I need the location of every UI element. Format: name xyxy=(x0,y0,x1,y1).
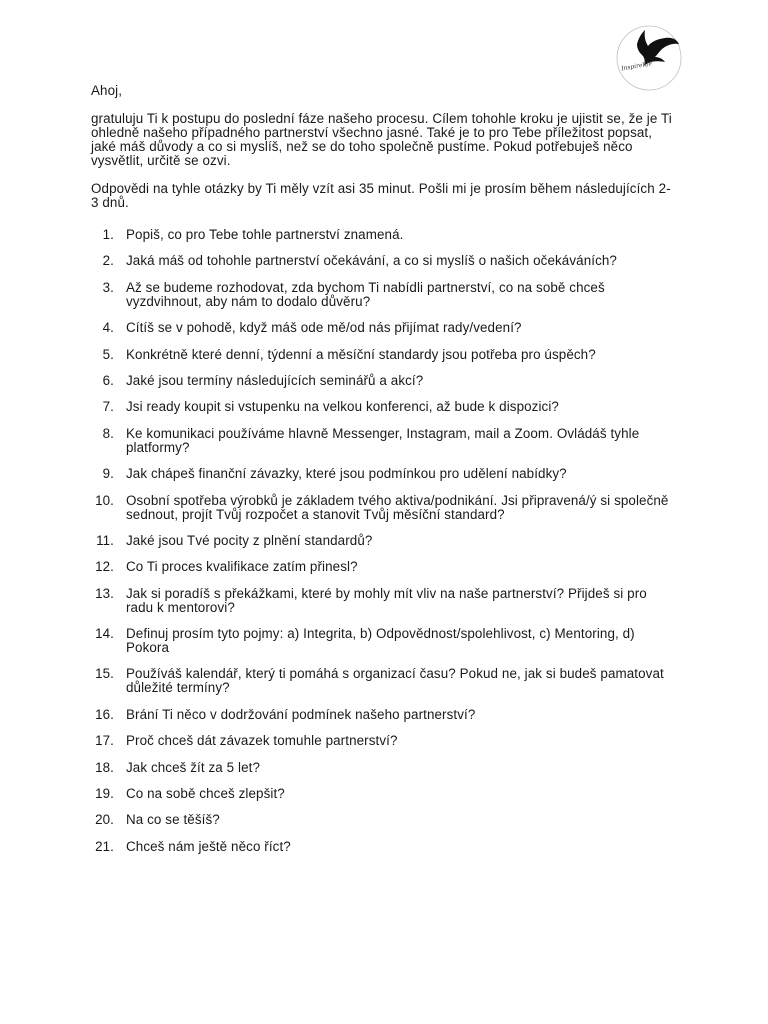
question-item xyxy=(91,467,676,481)
question-number: 16. xyxy=(95,706,114,722)
question-item xyxy=(91,374,676,388)
question-item xyxy=(91,761,676,775)
question-number: 10. xyxy=(95,492,114,508)
question-number: 4. xyxy=(102,320,114,336)
question-number: 7. xyxy=(102,399,114,415)
question-number: 20. xyxy=(95,812,114,828)
logo-text: Inspirelife xyxy=(620,60,653,73)
question-item xyxy=(91,281,676,309)
question-number: 11. xyxy=(96,532,114,548)
question-item xyxy=(91,587,676,615)
greeting: Ahoj, xyxy=(91,83,123,98)
question-item xyxy=(91,400,676,414)
question-text: Cítíš se v pohodě, když máš ode mě/od nás přijímat rady/vedení? xyxy=(126,320,522,336)
question-number: 6. xyxy=(102,372,114,388)
question-number: 9. xyxy=(102,466,114,482)
question-text: Co na sobě chceš zlepšit? xyxy=(126,786,285,802)
question-number: 12. xyxy=(95,559,114,575)
time-note-paragraph: Odpovědi na tyhle otázky by Ti měly vzít asi 35 minut. Pošli mi je prosím během následujících 2-3 dnů. xyxy=(91,181,671,210)
question-number: 15. xyxy=(95,666,114,682)
question-item xyxy=(91,787,676,801)
question-text: Až se budeme rozhodovat, zda bychom Ti nabídli partnerství, co na sobě chceš vyzdvihnout, aby nám to dodalo důvěru? xyxy=(126,279,605,309)
question-item xyxy=(91,534,676,548)
eagle-logo xyxy=(615,24,683,92)
question-number: 14. xyxy=(95,626,114,642)
question-item xyxy=(91,734,676,748)
question-text: Brání Ti něco v dodržování podmínek našeho partnerství? xyxy=(126,706,476,722)
question-text: Jsi ready koupit si vstupenku na velkou konferenci, až bude k dispozici? xyxy=(126,399,559,415)
question-number: 3. xyxy=(102,279,114,295)
question-item xyxy=(91,667,676,695)
question-text: Jaká máš od tohohle partnerství očekávání, a co si myslíš o našich očekáváních? xyxy=(126,253,617,269)
question-number: 1. xyxy=(102,227,114,242)
question-text: Osobní spotřeba výrobků je základem tvého aktiva/podnikání. Jsi připravená/ý si společně sednout, projít Tvůj rozpočet a stanovit Tvůj měsíční standard? xyxy=(126,492,669,522)
question-item xyxy=(91,627,676,655)
question-text: Jak si poradíš s překážkami, které by mohly mít vliv na naše partnerství? Přijdeš si pro radu k mentorovi? xyxy=(126,585,647,615)
question-item xyxy=(91,321,676,335)
question-number: 13. xyxy=(95,585,114,601)
question-text: Jaké jsou termíny následujících seminářů a akcí? xyxy=(126,372,424,388)
question-text: Jaké jsou Tvé pocity z plnění standardů? xyxy=(126,532,373,548)
question-text: Proč chceš dát závazek tomuhle partnerství? xyxy=(126,733,398,749)
question-number: 21. xyxy=(95,838,114,854)
question-text: Jak chceš žít za 5 let? xyxy=(126,759,261,775)
question-text: Na co se těšíš? xyxy=(126,812,220,828)
question-text: Popiš, co pro Tebe tohle partnerství znamená. xyxy=(126,227,404,242)
question-text: Definuj prosím tyto pojmy: a) Integrita, b) Odpovědnost/spolehlivost, c) Mentoring, d) Pokora xyxy=(126,626,635,656)
letter-body xyxy=(91,84,676,866)
question-item xyxy=(91,560,676,574)
question-number: 5. xyxy=(102,346,114,362)
question-number: 19. xyxy=(95,786,114,802)
question-text: Používáš kalendář, který ti pomáhá s organizací času? Pokud ne, jak si budeš pamatovat důležité termíny? xyxy=(126,666,664,696)
question-item xyxy=(91,813,676,827)
question-item xyxy=(91,348,676,362)
question-item xyxy=(91,228,676,242)
question-number: 17. xyxy=(95,733,114,749)
question-text: Co Ti proces kvalifikace zatím přinesl? xyxy=(126,559,358,575)
question-item xyxy=(91,494,676,522)
question-number: 2. xyxy=(102,253,114,269)
question-item xyxy=(91,708,676,722)
question-item xyxy=(91,427,676,455)
question-number: 8. xyxy=(102,425,114,441)
eagle-icon xyxy=(615,24,683,92)
intro-paragraph: gratuluju Ti k postupu do poslední fáze našeho procesu. Cílem tohohle kroku je ujistit se, že je Ti ohledně našeho případného partnerství všechno jasné. Také je to pro Tebe příležitost popsat, jaké máš důvody a co si myslíš, než se do toho společně pustíme. Pokud potřebuješ něco vysvětlit, určitě se ozvi. xyxy=(91,111,672,168)
question-text: Chceš nám ještě něco říct? xyxy=(126,838,291,854)
question-item xyxy=(91,254,676,268)
question-text: Ke komunikaci používáme hlavně Messenger, Instagram, mail a Zoom. Ovládáš tyhle platformy? xyxy=(126,425,640,455)
question-text: Konkrétně které denní, týdenní a měsíční standardy jsou potřeba pro úspěch? xyxy=(126,346,596,362)
question-item xyxy=(91,840,676,854)
question-text: Jak chápeš finanční závazky, které jsou podmínkou pro udělení nabídky? xyxy=(126,466,567,482)
question-number: 18. xyxy=(95,759,114,775)
questions-list xyxy=(91,228,676,854)
